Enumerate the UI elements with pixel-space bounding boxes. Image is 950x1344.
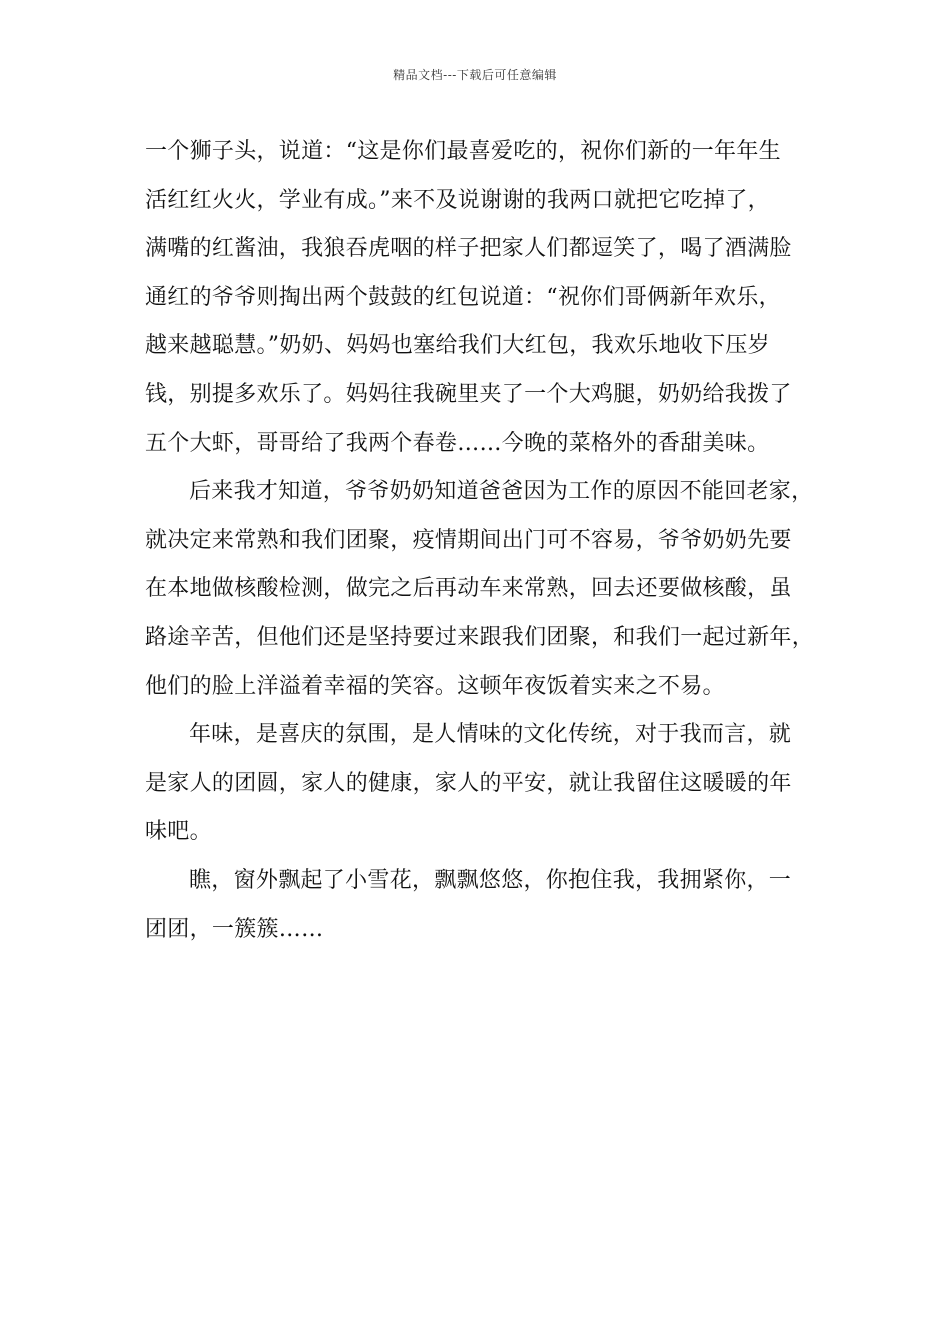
document-body bbox=[145, 128, 815, 954]
text-line: 就决定来常熟和我们团聚，疫情期间出门可不容易，爷爷奶奶先要 bbox=[145, 527, 792, 553]
text-line: 路途辛苦，但他们还是坚持要过来跟我们团聚，和我们一起过新年， bbox=[145, 624, 815, 650]
paragraph-3 bbox=[145, 711, 815, 857]
page-header: 精品文档---下载后可任意编辑 bbox=[393, 68, 557, 82]
text-line: 是家人的团圆，家人的健康，家人的平安，就让我留住这暖暖的年 bbox=[145, 770, 792, 796]
text-line: 在本地做核酸检测，做完之后再动车来常熟，回去还要做核酸，虽 bbox=[145, 576, 792, 602]
text-line: 味吧。 bbox=[145, 819, 212, 845]
paragraph-1 bbox=[145, 128, 815, 468]
text-line: 年味，是喜庆的氛围，是人情味的文化传统，对于我而言，就 bbox=[189, 722, 792, 748]
text-line: 他们的脸上洋溢着幸福的笑容。这顿年夜饭着实来之不易。 bbox=[145, 673, 725, 699]
paragraph-2 bbox=[145, 468, 815, 711]
text-line: 活红红火火，学业有成。”来不及说谢谢的我两口就把它吃掉了， bbox=[145, 187, 770, 213]
text-line: 通红的爷爷则掏出两个鼓鼓的红包说道：“祝你们哥俩新年欢乐， bbox=[145, 284, 781, 310]
text-line: 一个狮子头，说道：“这是你们最喜爱吃的，祝你们新的一年年生 bbox=[145, 139, 781, 164]
text-line: 团团，一簇簇…… bbox=[145, 916, 324, 942]
paragraph-4 bbox=[145, 857, 815, 954]
text-line: 越来越聪慧。”奶奶、妈妈也塞给我们大红包，我欢乐地收下压岁 bbox=[145, 333, 770, 359]
text-line: 后来我才知道，爷爷奶奶知道爸爸因为工作的原因不能回老家， bbox=[189, 479, 814, 505]
text-line: 五个大虾，哥哥给了我两个春卷……今晚的菜格外的香甜美味。 bbox=[145, 430, 770, 456]
text-line: 满嘴的红酱油，我狼吞虎咽的样子把家人们都逗笑了，喝了酒满脸 bbox=[145, 236, 792, 262]
text-line: 钱，别提多欢乐了。妈妈往我碗里夹了一个大鸡腿，奶奶给我拨了 bbox=[145, 381, 792, 407]
text-line: 瞧，窗外飘起了小雪花，飘飘悠悠，你抱住我，我拥紧你，一 bbox=[189, 867, 792, 893]
